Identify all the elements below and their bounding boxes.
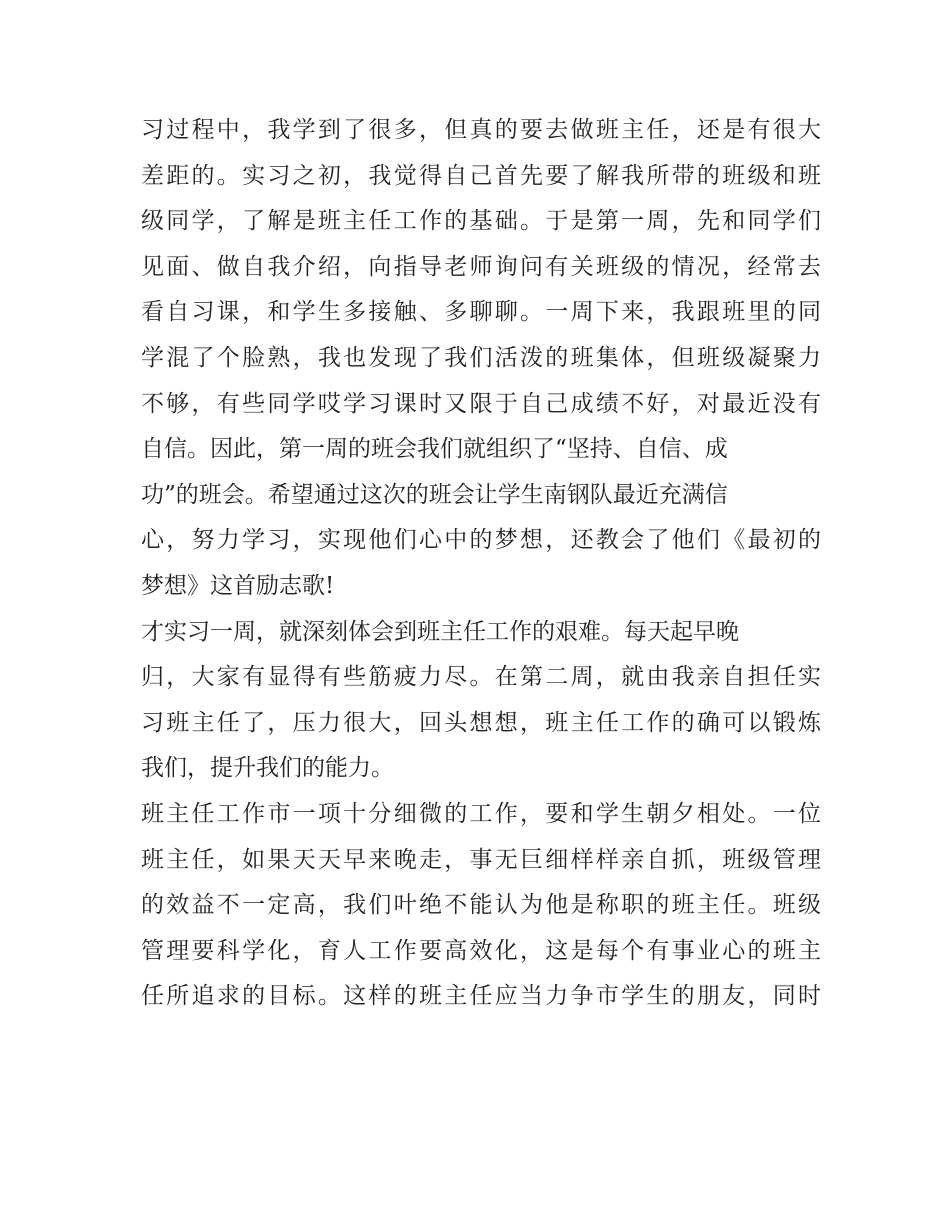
text-line: 习过程中，我学到了很多，但真的要去做班主任，还是有很大	[141, 117, 821, 143]
text-line: 才实习一周，就深刻体会到班主任工作的艰难。每天起早晚	[141, 618, 739, 645]
text-line: 见面、做自我介绍，向指导老师询问有关班级的情况，经常去	[141, 253, 821, 280]
text-line: 习班主任了，压力很大，回头想想，班主任工作的确可以锻炼	[141, 709, 821, 736]
text-line: 级同学，了解是班主任工作的基础。于是第一周，先和同学们	[141, 208, 821, 235]
text-line: 梦想》这首励志歌!	[141, 572, 335, 599]
body-text	[141, 108, 821, 1020]
text-line: 自信。因此，第一周的班会我们就组织了“坚持、自信、成	[141, 436, 728, 463]
text-line: 功”的班会。希望通过这次的班会让学生南钢队最近充满信	[141, 481, 728, 508]
text-line: 的效益不一定高，我们叶绝不能认为他是称职的班主任。班级	[141, 892, 821, 919]
text-line: 不够，有些同学哎学习课时又限于自己成绩不好，对最近没有	[141, 390, 821, 417]
text-line: 我们，提升我们的能力。	[141, 755, 394, 782]
text-line: 班主任工作市一项十分细微的工作，要和学生朝夕相处。一位	[141, 800, 821, 827]
text-line: 心，努力学习，实现他们心中的梦想，还教会了他们《最初的	[141, 527, 821, 554]
text-line: 管理要科学化，育人工作要高效化，这是每个有事业心的班主	[141, 937, 821, 964]
text-line: 看自习课，和学生多接触、多聊聊。一周下来，我跟班里的同	[141, 299, 821, 326]
text-line: 班主任，如果天天早来晚走，事无巨细样样亲自抓，班级管理	[141, 846, 821, 873]
text-line: 差距的。实习之初，我觉得自己首先要了解我所带的班级和班	[141, 162, 821, 189]
text-line: 归，大家有显得有些筋疲力尽。在第二周，就由我亲自担任实	[141, 664, 821, 691]
text-line: 任所追求的目标。这样的班主任应当力争市学生的朋友，同时	[141, 983, 821, 1010]
text-line: 学混了个脸熟，我也发现了我们活泼的班集体，但班级凝聚力	[141, 344, 821, 371]
